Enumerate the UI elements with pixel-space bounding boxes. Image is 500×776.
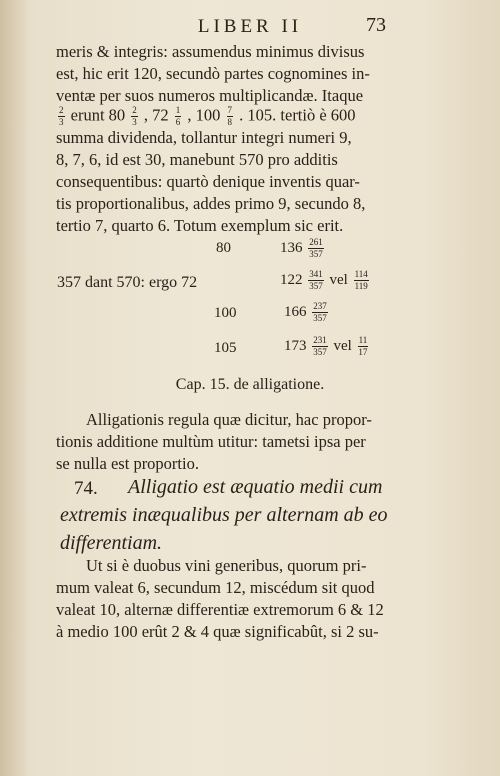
- text-line-8: tis proportionalibus, addes primo 9, secundo 8,: [56, 194, 366, 213]
- row-2-right: 166 $\frac{237}{357}$: [284, 301, 327, 323]
- text-line-3: ventæ per suos numeros multiplicandæ. Itaque: [56, 86, 364, 105]
- text-line-2: est, hic erit 120, secundò partes cognomines in-: [56, 64, 370, 83]
- text-line-9: tertio 7, quarto 6. Totum exemplum sic erit.: [56, 216, 344, 235]
- body-line-2: mum valeat 6, secundum 12, miscédum sit quod: [56, 578, 375, 597]
- definition-line-1: Alligatio est æquatio medii cum: [128, 476, 383, 498]
- row-3-right: 173 $\frac{231}{357}$ vel $\frac{11}{17}$: [284, 335, 368, 357]
- definition-line-2: extremis inæqualibus per alternam ab eo: [60, 504, 388, 526]
- definition-number: 74.: [74, 478, 98, 499]
- body-line-1: Ut si è duobus vini generibus, quorum pri-: [86, 556, 367, 575]
- definition-line-3: differentiam.: [60, 532, 163, 554]
- text-line-5: summa dividenda, tollantur integri numeri 9,: [56, 128, 352, 147]
- intro-line-3: se nulla est proportio.: [56, 454, 199, 473]
- text-line-6: 8, 7, 6, id est 30, manebunt 570 pro additis: [56, 150, 338, 169]
- page-number: 73: [366, 14, 386, 36]
- text-line-1: meris & integris: assumendus minimus divisus: [56, 42, 365, 61]
- running-header: LIBER II: [197, 16, 303, 37]
- chapter-title: Cap. 15. de alligatione.: [175, 376, 325, 393]
- text-line-4: $\frac{2}{3}$ erunt 80 $\frac{2}{3}$ , 72 $\frac{1}{6}$ , 100 $\frac{7}{8}$ . 105. tertiò è 600: [59, 105, 356, 127]
- row-3-left: 105: [214, 340, 237, 356]
- row-0-right: 136 $\frac{261}{357}$: [280, 237, 323, 259]
- fraction: $\frac{7}{8}$: [227, 105, 233, 127]
- intro-line-1: Alligationis regula quæ dicitur, hac propor-: [86, 410, 372, 429]
- intro-line-2: tionis additione multùm utitur: tametsi ipsa per: [56, 432, 366, 451]
- row-1-right: 122 $\frac{341}{357}$ vel $\frac{114}{119}$: [280, 269, 368, 291]
- row-2-left: 100: [214, 305, 237, 321]
- fraction: $\frac{2}{3}$: [132, 105, 137, 127]
- fraction: $\frac{2}{3}$: [59, 105, 64, 127]
- text-line-7: consequentibus: quartò denique inventis quar-: [56, 172, 360, 191]
- example-label: 357 dant 570: ergo 72: [57, 274, 198, 291]
- row-0-left: 80: [216, 240, 231, 256]
- body-line-3: valeat 10, alternæ differentiæ extremorum 6 & 12: [56, 600, 384, 619]
- fraction: $\frac{1}{6}$: [175, 105, 181, 127]
- body-line-4: à medio 100 erût 2 & 4 quæ significabût, si 2 su-: [56, 622, 379, 641]
